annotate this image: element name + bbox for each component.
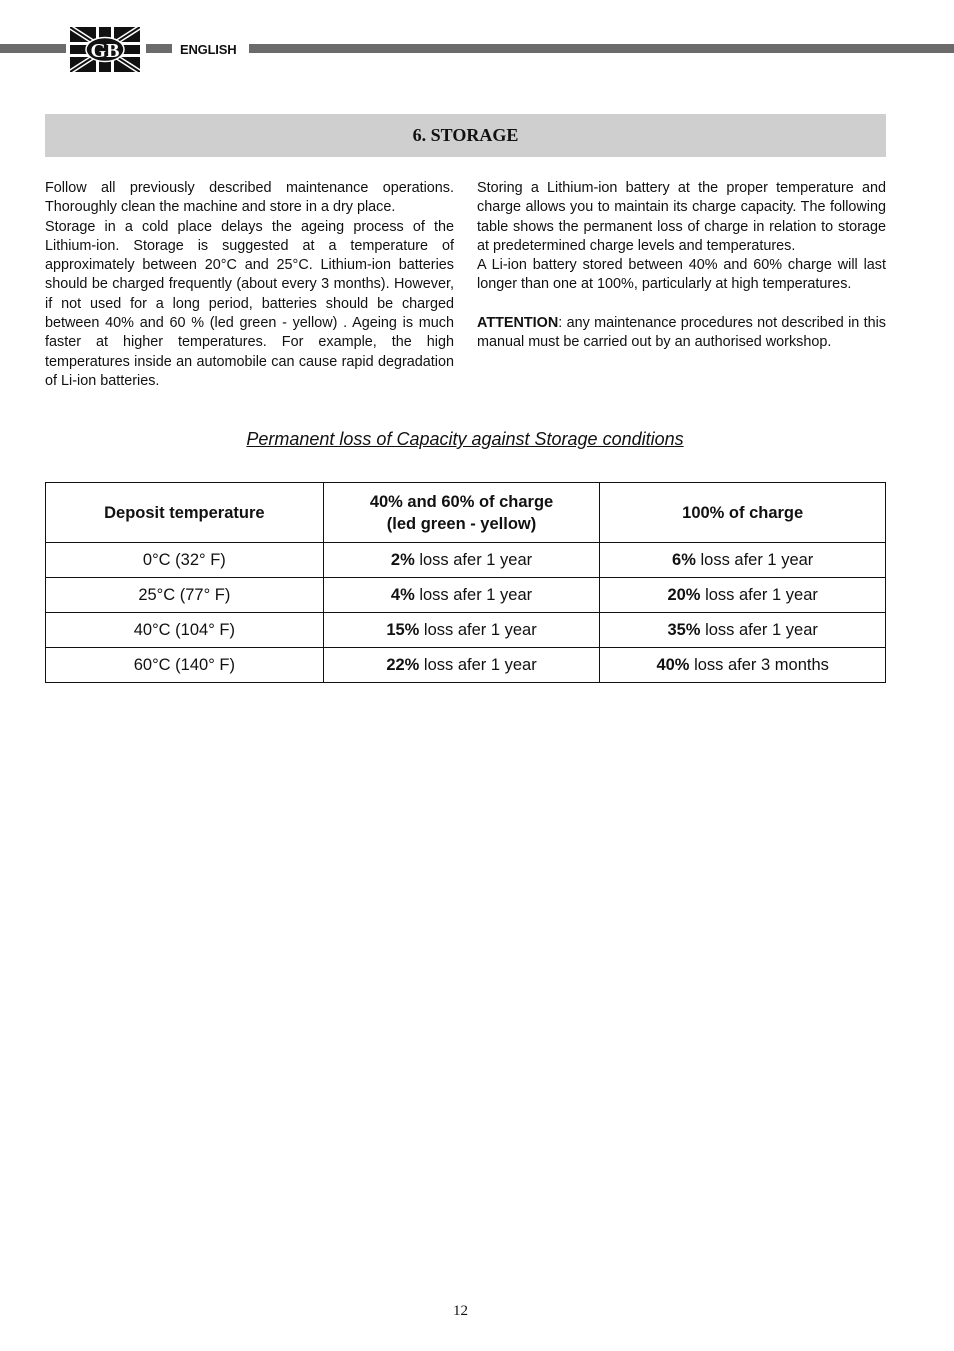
table-row — [46, 648, 886, 683]
right-paragraph-2: A Li-ion battery stored between 40% and 60% charge will last longer than one at 100%, particularly at high temperatures. — [477, 257, 886, 293]
cell-partial-loss — [323, 613, 600, 648]
loss-text: loss afer 1 year — [700, 585, 818, 604]
loss-text: loss afer 1 year — [419, 655, 537, 674]
attention-label: ATTENTION — [477, 314, 559, 331]
header-full-charge: 100% of charge — [600, 483, 886, 543]
header-partial-charge — [323, 483, 600, 543]
capacity-loss-table — [45, 482, 886, 683]
header-partial-line2: (led green - yellow) — [386, 514, 537, 533]
cell-temperature: 40°C (104° F) — [46, 613, 324, 648]
loss-text: loss afer 1 year — [414, 550, 533, 569]
right-column — [477, 179, 886, 352]
language-label: ENGLISH — [180, 42, 237, 57]
loss-text: loss afer 1 year — [700, 620, 818, 639]
table-row — [46, 543, 886, 578]
loss-value: 15% — [386, 620, 420, 639]
cell-full-loss — [600, 648, 886, 683]
table-caption: Permanent loss of Capacity against Storage conditions — [246, 429, 684, 449]
flag-text: GB — [90, 40, 120, 62]
gb-flag-icon — [70, 27, 140, 72]
cell-partial-loss — [323, 543, 600, 578]
table-header-row — [46, 483, 886, 543]
cell-full-loss — [600, 578, 886, 613]
loss-text: loss afer 1 year — [414, 585, 533, 604]
header-deposit-temperature: Deposit temperature — [46, 483, 324, 543]
left-paragraph-1: Follow all previously described maintenance operations. Thoroughly clean the machine and store in a dry place. — [45, 180, 454, 216]
header-rule-right — [249, 44, 954, 53]
cell-temperature: 25°C (77° F) — [46, 578, 324, 613]
loss-value: 4% — [390, 585, 415, 604]
loss-text: loss afer 3 months — [689, 655, 829, 674]
cell-full-loss — [600, 543, 886, 578]
header-rule-mid — [146, 44, 172, 53]
header-partial-line1: 40% and 60% of charge — [369, 492, 554, 511]
section-title: 6. STORAGE — [45, 114, 886, 157]
loss-value: 20% — [667, 585, 701, 604]
loss-value: 40% — [656, 655, 690, 674]
header-rule-left — [0, 44, 66, 53]
loss-text: loss afer 1 year — [695, 550, 814, 569]
cell-full-loss — [600, 613, 886, 648]
loss-text: loss afer 1 year — [419, 620, 537, 639]
loss-value: 6% — [672, 550, 696, 569]
left-paragraph-2: Storage in a cold place delays the ageing process of the Lithium-ion. Storage is suggested at a temperature of approximately between 20°C and 25°C. Lithium-ion batteries should be charged frequently (about every 3 months). However, if not used for a long period, batteries should be charged between 40% and 60 % (led green - yellow) . Ageing is much faster at higher temperatures. For example, the high temperatures inside an automobile can cause rapid degradation of Li-ion batteries. — [45, 218, 454, 389]
table-row — [46, 578, 886, 613]
attention-text: : any maintenance procedures not described in this manual must be carried out by an authorised workshop. — [477, 314, 886, 351]
loss-value: 2% — [390, 550, 415, 569]
right-paragraph-1: Storing a Lithium-ion battery at the proper temperature and charge allows you to maintain its charge capacity. The following table shows the permanent loss of charge in relation to storage at predetermined charge levels and temperatures. — [477, 180, 886, 254]
page-number: 12 — [453, 1303, 468, 1319]
attention-note — [477, 314, 886, 353]
cell-temperature: 60°C (140° F) — [46, 648, 324, 683]
table-row — [46, 613, 886, 648]
cell-temperature: 0°C (32° F) — [46, 543, 324, 578]
loss-value: 22% — [386, 655, 420, 674]
left-column — [45, 179, 454, 391]
cell-partial-loss — [323, 578, 600, 613]
loss-value: 35% — [667, 620, 701, 639]
cell-partial-loss — [323, 648, 600, 683]
